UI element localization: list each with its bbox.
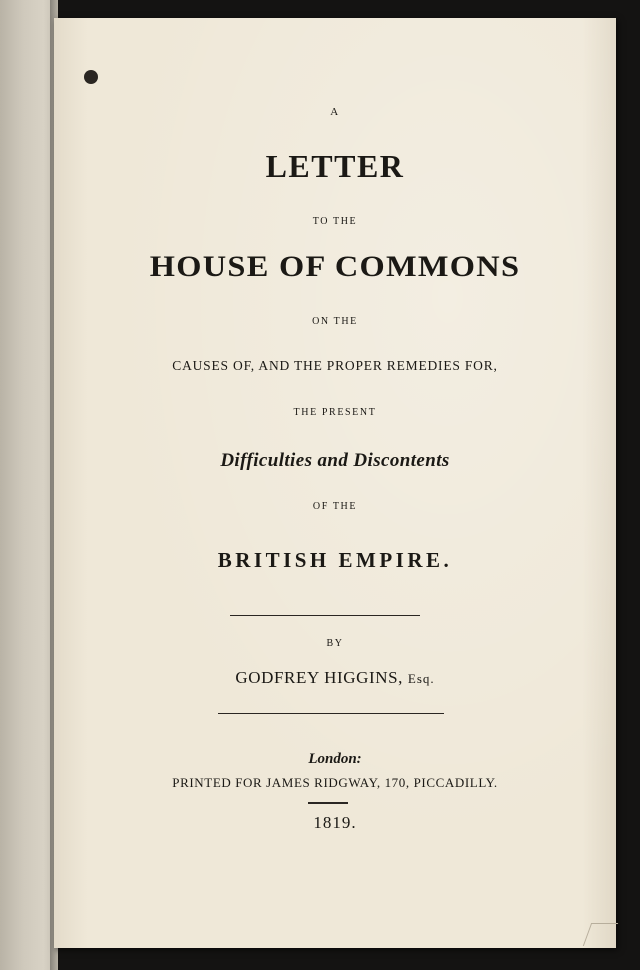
divider-rule-top bbox=[230, 615, 420, 616]
place-of-publication: London: bbox=[308, 751, 362, 767]
divider-rule-middle bbox=[218, 713, 444, 714]
house-of-commons: HOUSE OF COMMONS bbox=[149, 250, 521, 283]
article-a: A bbox=[330, 106, 340, 118]
divider-rule-short bbox=[308, 802, 348, 804]
of-the-line: OF THE bbox=[312, 501, 358, 512]
author-line bbox=[54, 668, 616, 688]
title-page-text bbox=[54, 18, 616, 948]
printer-line: PRINTED FOR JAMES RIDGWAY, 170, PICCADILLY. bbox=[172, 775, 498, 790]
causes-line: CAUSES OF, AND THE PROPER REMEDIES FOR, bbox=[172, 358, 498, 373]
to-the-line: TO THE bbox=[312, 216, 358, 227]
british-empire: BRITISH EMPIRE. bbox=[217, 548, 453, 572]
author-name: GODFREY HIGGINS, bbox=[235, 668, 404, 687]
title-letter: LETTER bbox=[265, 148, 405, 184]
on-the-line: ON THE bbox=[312, 316, 358, 327]
the-present-line: THE PRESENT bbox=[293, 407, 377, 418]
author-suffix: Esq. bbox=[407, 671, 435, 686]
difficulties-line: Difficulties and Discontents bbox=[220, 450, 450, 471]
title-page bbox=[54, 18, 616, 948]
by-line: BY bbox=[326, 638, 344, 649]
publication-year: 1819. bbox=[313, 813, 357, 832]
